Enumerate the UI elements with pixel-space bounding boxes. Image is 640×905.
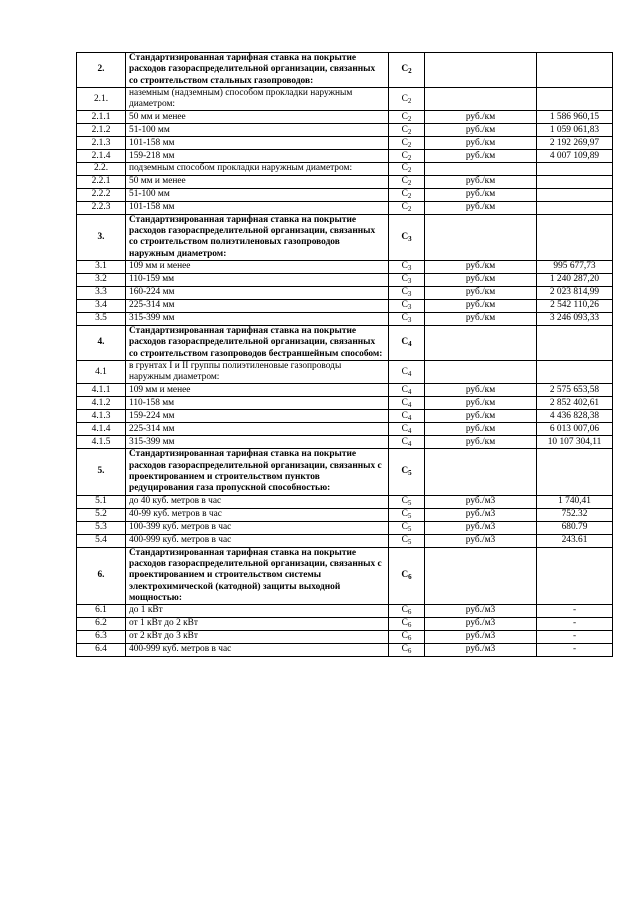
row-number-cell: 2.1.2 xyxy=(77,124,126,137)
rate-code-letter: C xyxy=(401,163,408,174)
rate-code-cell xyxy=(389,260,425,273)
table-row xyxy=(77,260,613,273)
row-number-cell: 2.1.3 xyxy=(77,137,126,150)
unit-cell xyxy=(425,547,537,604)
rate-code-cell xyxy=(389,312,425,325)
rate-code-cell xyxy=(389,286,425,299)
unit-cell: руб./км xyxy=(425,286,537,299)
rate-value-cell: 2 542 110,26 xyxy=(537,299,613,312)
rate-code-letter: C xyxy=(401,300,408,311)
rate-code-letter: C xyxy=(401,111,408,122)
rate-value-cell: 4 007 109,89 xyxy=(537,150,613,163)
row-description-cell: Стандартизированная тарифная ставка на покрытие расходов газораспределительной организации, связанных со строительством полиэтиленовых газопроводов наружным диаметром: xyxy=(126,214,389,260)
rate-value-cell: - xyxy=(537,631,613,644)
row-description-cell: 109 мм и менее xyxy=(126,260,389,273)
row-description-cell: 51-100 мм xyxy=(126,124,389,137)
row-number-cell: 5. xyxy=(77,449,126,495)
rate-value-cell: 243.61 xyxy=(537,534,613,547)
table-row xyxy=(77,384,613,397)
rate-code-letter: C xyxy=(401,189,408,200)
rate-code-cell xyxy=(389,508,425,521)
rate-code-subscript: 3 xyxy=(407,303,412,312)
row-description-cell: 109 мм и менее xyxy=(126,384,389,397)
section-heading-row xyxy=(77,547,613,604)
rate-code-subscript: 2 xyxy=(407,192,412,201)
unit-cell: руб./км xyxy=(425,201,537,214)
table-row xyxy=(77,201,613,214)
rate-code-cell xyxy=(389,360,425,384)
row-description-cell: до 1 кВт xyxy=(126,605,389,618)
rate-code-letter: C xyxy=(401,508,408,519)
unit-cell xyxy=(425,360,537,384)
rate-code-letter: C xyxy=(401,137,408,148)
row-number-cell: 2.2. xyxy=(77,163,126,175)
row-description-cell: 160-224 мм xyxy=(126,286,389,299)
unit-cell: руб./км xyxy=(425,423,537,436)
row-number-cell: 4.1.2 xyxy=(77,397,126,410)
section-heading-row xyxy=(77,214,613,260)
row-description-cell: 400-999 куб. метров в час xyxy=(126,644,389,657)
unit-cell xyxy=(425,325,537,360)
rate-code-letter: C xyxy=(401,570,409,581)
row-number-cell: 6.2 xyxy=(77,618,126,631)
rate-value-cell: - xyxy=(537,618,613,631)
table-body xyxy=(77,53,613,657)
rate-value-cell: 4 436 828,38 xyxy=(537,410,613,423)
table-row xyxy=(77,299,613,312)
table-row xyxy=(77,312,613,325)
rate-code-letter: C xyxy=(401,93,408,104)
row-number-cell: 2.1. xyxy=(77,87,126,111)
rate-value-cell xyxy=(537,325,613,360)
rate-code-subscript: 6 xyxy=(407,621,412,630)
row-number-cell: 2.1.4 xyxy=(77,150,126,163)
section-heading-row xyxy=(77,53,613,88)
table-row xyxy=(77,137,613,150)
row-description-cell: Стандартизированная тарифная ставка на покрытие расходов газораспределительной организации, связанных с проектированием и строительством пунктов редуцирования газа пропускной способностью: xyxy=(126,449,389,495)
unit-cell: руб./км xyxy=(425,410,537,423)
row-number-cell: 4.1.4 xyxy=(77,423,126,436)
rate-code-cell xyxy=(389,449,425,495)
row-description-cell: 225-314 мм xyxy=(126,299,389,312)
rate-code-subscript: 4 xyxy=(408,340,412,349)
table-row xyxy=(77,273,613,286)
rate-code-subscript: 2 xyxy=(407,127,412,136)
row-number-cell: 5.2 xyxy=(77,508,126,521)
table-row xyxy=(77,618,613,631)
rate-code-cell xyxy=(389,618,425,631)
row-number-cell: 3.1 xyxy=(77,260,126,273)
rate-value-cell: 2 023 814,99 xyxy=(537,286,613,299)
table-row xyxy=(77,521,613,534)
rate-code-letter: C xyxy=(401,644,408,655)
row-description-cell: 110-158 мм xyxy=(126,397,389,410)
table-row xyxy=(77,631,613,644)
rate-code-letter: C xyxy=(401,384,408,395)
row-number-cell: 4.1.1 xyxy=(77,384,126,397)
rate-value-cell: - xyxy=(537,605,613,618)
row-number-cell: 2. xyxy=(77,53,126,88)
rate-value-cell: 10 107 304,11 xyxy=(537,436,613,449)
unit-cell: руб./км xyxy=(425,188,537,201)
rate-code-cell xyxy=(389,188,425,201)
unit-cell xyxy=(425,53,537,88)
table-row xyxy=(77,495,613,508)
row-number-cell: 3.3 xyxy=(77,286,126,299)
rate-code-subscript: 4 xyxy=(407,426,412,435)
rate-code-letter: C xyxy=(401,124,408,135)
rate-code-cell xyxy=(389,423,425,436)
rate-value-cell: 6 013 007,06 xyxy=(537,423,613,436)
table-row xyxy=(77,644,613,657)
rate-code-cell xyxy=(389,534,425,547)
unit-cell: руб./км xyxy=(425,175,537,188)
row-number-cell: 4.1.5 xyxy=(77,436,126,449)
rate-value-cell xyxy=(537,360,613,384)
rate-code-letter: C xyxy=(401,64,409,75)
unit-cell: руб./км xyxy=(425,384,537,397)
rate-code-subscript: 5 xyxy=(407,511,412,520)
rate-value-cell xyxy=(537,547,613,604)
unit-cell: руб./км xyxy=(425,299,537,312)
rate-code-letter: C xyxy=(401,231,409,242)
table-row xyxy=(77,534,613,547)
rate-code-letter: C xyxy=(401,521,408,532)
rate-code-letter: C xyxy=(401,202,408,213)
row-number-cell: 4.1 xyxy=(77,360,126,384)
row-description-cell: 315-399 мм xyxy=(126,436,389,449)
unit-cell: руб./км xyxy=(425,273,537,286)
unit-cell: руб./м3 xyxy=(425,534,537,547)
rate-code-cell xyxy=(389,631,425,644)
unit-cell: руб./км xyxy=(425,260,537,273)
table-row xyxy=(77,605,613,618)
rate-code-cell xyxy=(389,436,425,449)
rate-code-letter: C xyxy=(401,605,408,616)
rate-value-cell xyxy=(537,214,613,260)
rate-code-cell xyxy=(389,137,425,150)
row-description-cell: Стандартизированная тарифная ставка на покрытие расходов газораспределительной организации, связанных со строительством газопроводов бестраншейным способом: xyxy=(126,325,389,360)
rate-code-cell xyxy=(389,150,425,163)
rate-code-cell xyxy=(389,111,425,124)
table-row xyxy=(77,410,613,423)
unit-cell xyxy=(425,163,537,175)
rate-value-cell: 2 192 269,97 xyxy=(537,137,613,150)
rate-value-cell xyxy=(537,175,613,188)
rate-code-cell xyxy=(389,124,425,137)
rate-code-cell xyxy=(389,605,425,618)
table-row xyxy=(77,111,613,124)
rate-value-cell: - xyxy=(537,644,613,657)
row-description-cell: 50 мм и менее xyxy=(126,175,389,188)
rate-value-cell xyxy=(537,449,613,495)
rate-code-cell xyxy=(389,214,425,260)
unit-cell: руб./км xyxy=(425,111,537,124)
row-number-cell: 5.4 xyxy=(77,534,126,547)
unit-cell: руб./км xyxy=(425,124,537,137)
rate-code-letter: C xyxy=(401,423,408,434)
rate-code-letter: C xyxy=(401,287,408,298)
rate-code-cell xyxy=(389,175,425,188)
rate-code-subscript: 6 xyxy=(408,573,412,582)
unit-cell xyxy=(425,214,537,260)
subsection-row xyxy=(77,360,613,384)
rate-code-letter: C xyxy=(401,631,408,642)
rate-code-subscript: 4 xyxy=(407,387,412,396)
rate-code-cell xyxy=(389,201,425,214)
table-row xyxy=(77,423,613,436)
row-description-cell: 315-399 мм xyxy=(126,312,389,325)
rate-value-cell: 1 740,41 xyxy=(537,495,613,508)
rate-code-subscript: 2 xyxy=(407,179,412,188)
rate-value-cell: 1 586 960,15 xyxy=(537,111,613,124)
unit-cell: руб./м3 xyxy=(425,631,537,644)
subsection-row xyxy=(77,163,613,175)
unit-cell: руб./м3 xyxy=(425,605,537,618)
rate-code-letter: C xyxy=(401,618,408,629)
rate-code-subscript: 3 xyxy=(408,234,412,243)
rate-code-letter: C xyxy=(401,150,408,161)
rate-code-subscript: 4 xyxy=(407,413,412,422)
row-number-cell: 4.1.3 xyxy=(77,410,126,423)
rate-code-letter: C xyxy=(401,397,408,408)
rate-code-cell xyxy=(389,273,425,286)
rate-code-cell xyxy=(389,325,425,360)
rate-code-subscript: 4 xyxy=(407,400,412,409)
row-description-cell: в грунтах I и II группы полиэтиленовые газопроводы наружным диаметром: xyxy=(126,360,389,384)
row-number-cell: 6.1 xyxy=(77,605,126,618)
table-row xyxy=(77,188,613,201)
row-description-cell: от 2 кВт до 3 кВт xyxy=(126,631,389,644)
unit-cell: руб./м3 xyxy=(425,508,537,521)
row-description-cell: Стандартизированная тарифная ставка на покрытие расходов газораспределительной организации, связанных со строительством стальных газопроводов: xyxy=(126,53,389,88)
section-heading-row xyxy=(77,449,613,495)
rate-code-subscript: 6 xyxy=(407,647,412,656)
table-row xyxy=(77,150,613,163)
row-description-cell: 51-100 мм xyxy=(126,188,389,201)
row-number-cell: 6.3 xyxy=(77,631,126,644)
row-number-cell: 3. xyxy=(77,214,126,260)
unit-cell: руб./км xyxy=(425,150,537,163)
unit-cell: руб./м3 xyxy=(425,618,537,631)
row-number-cell: 2.2.3 xyxy=(77,201,126,214)
row-description-cell: 101-158 мм xyxy=(126,201,389,214)
row-description-cell: подземным способом прокладки наружным диаметром: xyxy=(126,163,389,175)
rate-code-cell xyxy=(389,521,425,534)
row-number-cell: 3.4 xyxy=(77,299,126,312)
unit-cell: руб./м3 xyxy=(425,521,537,534)
rate-code-cell xyxy=(389,397,425,410)
unit-cell: руб./км xyxy=(425,397,537,410)
row-number-cell: 3.2 xyxy=(77,273,126,286)
row-number-cell: 6. xyxy=(77,547,126,604)
rate-value-cell: 1 240 287,20 xyxy=(537,273,613,286)
rate-value-cell: 752.32 xyxy=(537,508,613,521)
rate-code-letter: C xyxy=(401,410,408,421)
section-heading-row xyxy=(77,325,613,360)
rate-code-subscript: 2 xyxy=(407,166,412,175)
rate-code-subscript: 2 xyxy=(407,140,412,149)
rate-code-subscript: 4 xyxy=(407,369,412,378)
rate-code-subscript: 3 xyxy=(407,290,412,299)
row-description-cell: 100-399 куб. метров в час xyxy=(126,521,389,534)
rate-value-cell: 2 852 402,61 xyxy=(537,397,613,410)
rate-code-cell xyxy=(389,410,425,423)
unit-cell xyxy=(425,87,537,111)
rate-value-cell: 3 246 093,33 xyxy=(537,312,613,325)
rate-value-cell xyxy=(537,53,613,88)
unit-cell xyxy=(425,449,537,495)
rate-code-letter: C xyxy=(401,466,409,477)
rate-code-subscript: 2 xyxy=(407,114,412,123)
row-description-cell: 159-218 мм xyxy=(126,150,389,163)
row-number-cell: 3.5 xyxy=(77,312,126,325)
rate-code-cell xyxy=(389,644,425,657)
rate-code-subscript: 3 xyxy=(407,277,412,286)
rate-code-subscript: 3 xyxy=(407,264,412,273)
rate-code-cell xyxy=(389,384,425,397)
rate-code-cell xyxy=(389,87,425,111)
rate-value-cell: 680.79 xyxy=(537,521,613,534)
rate-value-cell xyxy=(537,163,613,175)
rate-code-letter: C xyxy=(401,534,408,545)
rate-code-letter: C xyxy=(401,366,408,377)
rate-code-subscript: 2 xyxy=(407,205,412,214)
rate-code-letter: C xyxy=(401,261,408,272)
rate-value-cell: 995 677,73 xyxy=(537,260,613,273)
row-description-cell: до 40 куб. метров в час xyxy=(126,495,389,508)
row-number-cell: 5.3 xyxy=(77,521,126,534)
unit-cell: руб./км xyxy=(425,436,537,449)
rate-code-letter: C xyxy=(401,274,408,285)
rate-code-cell xyxy=(389,163,425,175)
row-description-cell: 400-999 куб. метров в час xyxy=(126,534,389,547)
rate-code-cell xyxy=(389,495,425,508)
rate-value-cell: 2 575 653,58 xyxy=(537,384,613,397)
rate-value-cell xyxy=(537,188,613,201)
unit-cell: руб./км xyxy=(425,137,537,150)
row-description-cell: 159-224 мм xyxy=(126,410,389,423)
rate-code-cell xyxy=(389,53,425,88)
rate-code-letter: C xyxy=(401,436,408,447)
rate-code-letter: C xyxy=(401,495,408,506)
table-row xyxy=(77,397,613,410)
rate-code-subscript: 4 xyxy=(407,439,412,448)
rate-value-cell xyxy=(537,87,613,111)
unit-cell: руб./км xyxy=(425,312,537,325)
row-number-cell: 2.2.1 xyxy=(77,175,126,188)
rate-value-cell xyxy=(537,201,613,214)
table-row xyxy=(77,508,613,521)
rate-value-cell: 1 059 061,83 xyxy=(537,124,613,137)
rate-code-subscript: 3 xyxy=(407,316,412,325)
unit-cell: руб./м3 xyxy=(425,495,537,508)
row-number-cell: 5.1 xyxy=(77,495,126,508)
row-number-cell: 2.2.2 xyxy=(77,188,126,201)
row-number-cell: 6.4 xyxy=(77,644,126,657)
row-number-cell: 4. xyxy=(77,325,126,360)
row-description-cell: 50 мм и менее xyxy=(126,111,389,124)
subsection-row xyxy=(77,87,613,111)
row-description-cell: 101-158 мм xyxy=(126,137,389,150)
rate-code-subscript: 5 xyxy=(407,524,412,533)
rate-code-cell xyxy=(389,547,425,604)
table-row xyxy=(77,286,613,299)
rate-code-letter: C xyxy=(401,337,409,348)
rate-code-subscript: 6 xyxy=(407,608,412,617)
table-row xyxy=(77,436,613,449)
row-number-cell: 2.1.1 xyxy=(77,111,126,124)
tariff-table xyxy=(76,52,613,657)
table-row xyxy=(77,175,613,188)
rate-code-letter: C xyxy=(401,176,408,187)
table-row xyxy=(77,124,613,137)
rate-code-subscript: 2 xyxy=(407,153,412,162)
unit-cell: руб./м3 xyxy=(425,644,537,657)
rate-code-subscript: 6 xyxy=(407,634,412,643)
row-description-cell: 110-159 мм xyxy=(126,273,389,286)
rate-code-letter: C xyxy=(401,313,408,324)
row-description-cell: 40-99 куб. метров в час xyxy=(126,508,389,521)
rate-code-subscript: 2 xyxy=(407,96,412,105)
row-description-cell: от 1 кВт до 2 кВт xyxy=(126,618,389,631)
rate-code-subscript: 5 xyxy=(408,469,412,478)
rate-code-cell xyxy=(389,299,425,312)
row-description-cell: Стандартизированная тарифная ставка на покрытие расходов газораспределительной организации, связанных с проектированием и строительством системы электрохимической (катодной) защиты выходной мощностью: xyxy=(126,547,389,604)
rate-code-subscript: 2 xyxy=(408,67,412,76)
row-description-cell: наземным (надземным) способом прокладки наружным диаметром: xyxy=(126,87,389,111)
rate-code-subscript: 5 xyxy=(407,537,412,546)
rate-code-subscript: 5 xyxy=(407,498,412,507)
row-description-cell: 225-314 мм xyxy=(126,423,389,436)
